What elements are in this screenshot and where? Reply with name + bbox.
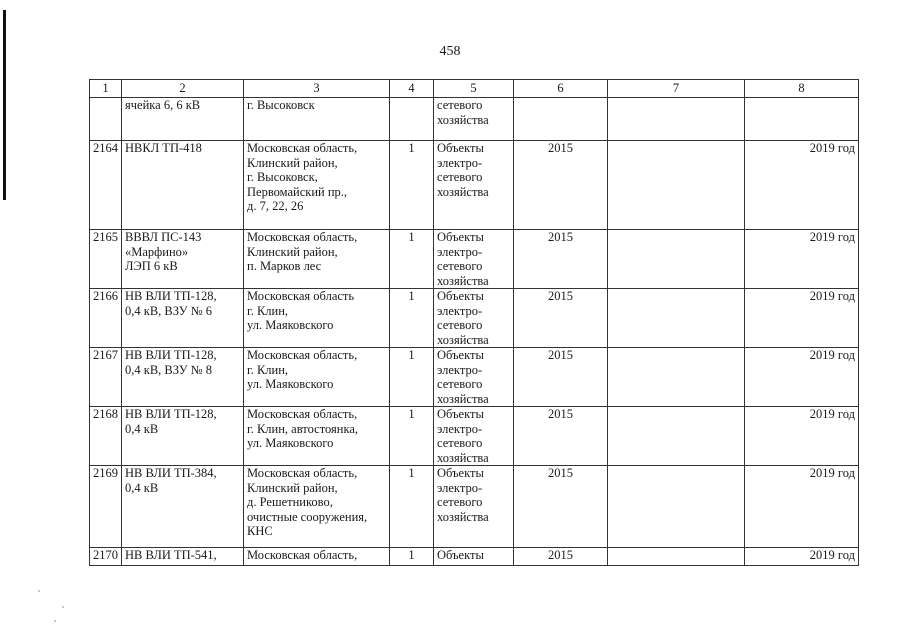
cell-deadline: 2019 год bbox=[745, 348, 859, 407]
cell-address: Московская область г. Клин, ул. Маяковского bbox=[244, 289, 390, 348]
cell-object-name: НВ ВЛИ ТП-541, bbox=[122, 548, 244, 566]
cell-object-name: ячейка 6, 6 кВ bbox=[122, 98, 244, 141]
cell-category: сетевого хозяйства bbox=[434, 98, 514, 141]
cell-object-name: НВ ВЛИ ТП-128, 0,4 кВ, ВЗУ № 6 bbox=[122, 289, 244, 348]
cell-column-7 bbox=[608, 466, 745, 548]
cell-year: 2015 bbox=[514, 548, 608, 566]
cell-number: 2165 bbox=[90, 230, 122, 289]
cell-category: Объекты электро- сетевого хозяйства bbox=[434, 348, 514, 407]
cell-quantity: 1 bbox=[390, 407, 434, 466]
table-row bbox=[90, 141, 859, 230]
cell-deadline: 2019 год bbox=[745, 407, 859, 466]
cell-deadline: 2019 год bbox=[745, 289, 859, 348]
cell-quantity: 1 bbox=[390, 348, 434, 407]
cell-quantity: 1 bbox=[390, 466, 434, 548]
cell-quantity: 1 bbox=[390, 548, 434, 566]
cell-category: Объекты электро- сетевого хозяйства bbox=[434, 230, 514, 289]
cell-category: Объекты электро- сетевого хозяйства bbox=[434, 141, 514, 230]
cell-address: Московская область, Клинский район, п. Марков лес bbox=[244, 230, 390, 289]
cell-column-7 bbox=[608, 98, 745, 141]
header-cell-4: 4 bbox=[390, 80, 434, 98]
cell-column-7 bbox=[608, 407, 745, 466]
cell-column-7 bbox=[608, 230, 745, 289]
cell-year: 2015 bbox=[514, 348, 608, 407]
cell-deadline: 2019 год bbox=[745, 548, 859, 566]
cell-quantity: 1 bbox=[390, 230, 434, 289]
cell-year bbox=[514, 98, 608, 141]
cell-deadline: 2019 год bbox=[745, 141, 859, 230]
cell-year: 2015 bbox=[514, 466, 608, 548]
cell-column-7 bbox=[608, 348, 745, 407]
cell-year: 2015 bbox=[514, 289, 608, 348]
cell-column-7 bbox=[608, 289, 745, 348]
page-number: 458 bbox=[439, 44, 461, 59]
header-cell-3: 3 bbox=[244, 80, 390, 98]
scan-speck bbox=[54, 620, 56, 622]
cell-address: Московская область, bbox=[244, 548, 390, 566]
header-cell-5: 5 bbox=[434, 80, 514, 98]
cell-year: 2015 bbox=[514, 230, 608, 289]
cell-object-name: НВ ВЛИ ТП-128, 0,4 кВ bbox=[122, 407, 244, 466]
cell-category: Объекты bbox=[434, 548, 514, 566]
scan-speck bbox=[38, 590, 40, 592]
cell-number: 2169 bbox=[90, 466, 122, 548]
table-header-row bbox=[90, 80, 859, 98]
cell-deadline bbox=[745, 98, 859, 141]
cell-number: 2164 bbox=[90, 141, 122, 230]
cell-number: 2167 bbox=[90, 348, 122, 407]
header-cell-6: 6 bbox=[514, 80, 608, 98]
table-row bbox=[90, 548, 859, 566]
cell-year: 2015 bbox=[514, 407, 608, 466]
registry-table bbox=[89, 79, 859, 566]
table-row bbox=[90, 348, 859, 407]
header-cell-8: 8 bbox=[745, 80, 859, 98]
registry-table-body bbox=[90, 80, 859, 566]
cell-address: г. Высоковск bbox=[244, 98, 390, 141]
cell-address: Московская область, Клинский район, д. Решетниково, очистные сооружения, КНС bbox=[244, 466, 390, 548]
header-cell-1: 1 bbox=[90, 80, 122, 98]
cell-number: 2168 bbox=[90, 407, 122, 466]
cell-column-7 bbox=[608, 141, 745, 230]
table-row bbox=[90, 466, 859, 548]
cell-column-7 bbox=[608, 548, 745, 566]
cell-category: Объекты электро- сетевого хозяйства bbox=[434, 289, 514, 348]
header-cell-2: 2 bbox=[122, 80, 244, 98]
cell-number: 2170 bbox=[90, 548, 122, 566]
table-row bbox=[90, 98, 859, 141]
cell-number bbox=[90, 98, 122, 141]
cell-address: Московская область, г. Клин, ул. Маяковского bbox=[244, 348, 390, 407]
cell-deadline: 2019 год bbox=[745, 466, 859, 548]
cell-year: 2015 bbox=[514, 141, 608, 230]
cell-object-name: НВ ВЛИ ТП-128, 0,4 кВ, ВЗУ № 8 bbox=[122, 348, 244, 407]
scan-speck bbox=[62, 606, 64, 608]
cell-category: Объекты электро- сетевого хозяйства bbox=[434, 466, 514, 548]
cell-deadline: 2019 год bbox=[745, 230, 859, 289]
cell-address: Московская область, Клинский район, г. Высоковск, Первомайский пр., д. 7, 22, 26 bbox=[244, 141, 390, 230]
table-row bbox=[90, 407, 859, 466]
margin-scan-mark bbox=[3, 10, 6, 200]
cell-quantity: 1 bbox=[390, 289, 434, 348]
header-cell-7: 7 bbox=[608, 80, 745, 98]
cell-quantity: 1 bbox=[390, 141, 434, 230]
cell-object-name: НВ ВЛИ ТП-384, 0,4 кВ bbox=[122, 466, 244, 548]
cell-category: Объекты электро- сетевого хозяйства bbox=[434, 407, 514, 466]
table-row bbox=[90, 230, 859, 289]
table-row bbox=[90, 289, 859, 348]
cell-number: 2166 bbox=[90, 289, 122, 348]
cell-address: Московская область, г. Клин, автостоянка, ул. Маяковского bbox=[244, 407, 390, 466]
cell-object-name: ВВВЛ ПС-143 «Марфино» ЛЭП 6 кВ bbox=[122, 230, 244, 289]
cell-object-name: НВКЛ ТП-418 bbox=[122, 141, 244, 230]
cell-quantity bbox=[390, 98, 434, 141]
